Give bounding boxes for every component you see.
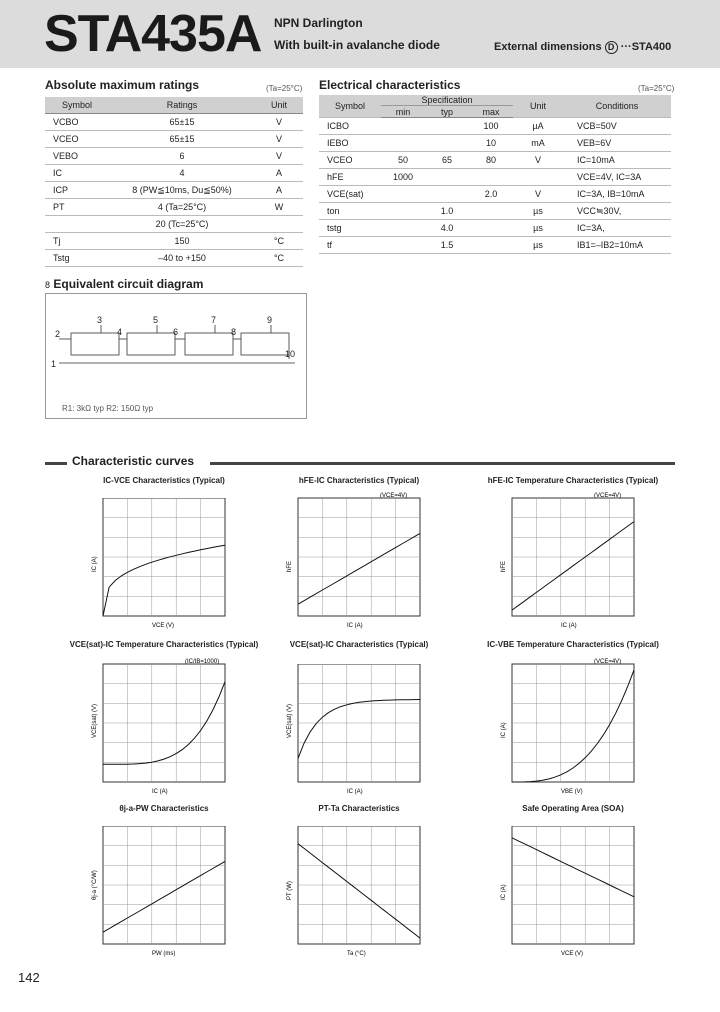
abs-cell: V <box>255 131 303 148</box>
elec-cell: 1.5 <box>425 237 469 254</box>
pin-6: 6 <box>173 327 179 337</box>
elec-table <box>319 95 671 254</box>
pin-10: 10 <box>285 349 296 359</box>
elec-head: Conditions <box>563 95 671 118</box>
elec-cell <box>425 135 469 152</box>
elec-cell: 1000 <box>381 169 425 186</box>
abs-cell: 4 <box>109 165 255 182</box>
abs-row <box>45 114 303 131</box>
circuit-diagram <box>45 293 305 403</box>
graph-xlabel: PW (ms) <box>152 951 176 957</box>
abs-row <box>45 148 303 165</box>
elec-cell: V <box>513 152 563 169</box>
abs-cell: –40 to +150 <box>109 250 255 267</box>
abs-cell: ICP <box>45 182 109 199</box>
graph-note: (VCE=4V) <box>380 493 408 499</box>
elec-row <box>319 169 671 186</box>
abs-row <box>45 182 303 199</box>
abs-title: Absolute maximum ratings <box>45 78 200 92</box>
device-feature: With built-in avalanche diode <box>274 38 440 52</box>
elec-cell: tstg <box>319 220 381 237</box>
graph-title: VCE(sat)-IC Temperature Characteristics (Typical) <box>69 640 259 649</box>
elec-row <box>319 237 671 254</box>
graph-note: (VCE=4V) <box>594 493 622 499</box>
graph-panel <box>498 826 650 964</box>
elec-cell: VCB=50V <box>563 118 671 135</box>
abs-cell: V <box>255 114 303 131</box>
elec-cell: 1.0 <box>425 203 469 220</box>
abs-cell: °C <box>255 250 303 267</box>
elec-cell <box>381 203 425 220</box>
graph-ylabel: hFE <box>287 560 293 572</box>
graph-xlabel: VBE (V) <box>561 789 583 795</box>
elec-cell: hFE <box>319 169 381 186</box>
elec-row <box>319 220 671 237</box>
graph-title: θj-a-PW Characteristics <box>119 804 209 813</box>
elec-cell <box>381 135 425 152</box>
graph-xlabel: VCE (V) <box>561 951 584 957</box>
abs-head: Ratings <box>109 97 255 114</box>
elec-cell: µs <box>513 237 563 254</box>
elec-cell: µs <box>513 220 563 237</box>
elec-cell: IC=10mA <box>563 152 671 169</box>
abs-cell: 65±15 <box>109 131 255 148</box>
elec-cell <box>513 169 563 186</box>
elec-cell: 4.0 <box>425 220 469 237</box>
abs-cell: 20 (Tc=25°C) <box>109 216 255 233</box>
elec-cell: IB1=–IB2=10mA <box>563 237 671 254</box>
elec-title: Electrical characteristics <box>319 78 461 92</box>
graph-curve <box>103 545 225 616</box>
circuit-title-text: Equivalent circuit diagram <box>53 277 204 291</box>
elec-cell: VEB=6V <box>563 135 671 152</box>
elec-cell <box>381 237 425 254</box>
elec-subhead: max <box>469 106 513 118</box>
curves-bar-right <box>210 462 675 465</box>
graph-panel <box>89 826 241 964</box>
elec-cell <box>381 118 425 135</box>
abs-cell: W <box>255 199 303 216</box>
elec-cell: tf <box>319 237 381 254</box>
graph-ylabel: hFE <box>501 560 507 572</box>
graph-panel <box>89 659 241 802</box>
graph-panel <box>89 498 241 636</box>
graph-panel <box>498 493 650 636</box>
elec-head: Specification <box>381 95 513 106</box>
elec-cell: µA <box>513 118 563 135</box>
circuit-note: R1: 3kΩ typ R2: 150Ω typ <box>62 404 154 413</box>
abs-head: Unit <box>255 97 303 114</box>
graph-ylabel: PT (W) <box>287 881 293 900</box>
part-number: STA435A <box>44 5 262 63</box>
graph-ylabel: θj-a (°C/W) <box>92 870 98 900</box>
graph-title: IC-VBE Temperature Characteristics (Typical) <box>487 640 659 649</box>
graph-note: (VCE=4V) <box>594 659 622 665</box>
ext-label: External dimensions <box>494 41 602 53</box>
elec-cell: IC=3A, IB=10mA <box>563 186 671 203</box>
elec-cell: 100 <box>469 118 513 135</box>
abs-cell: VCEO <box>45 131 109 148</box>
graph-xlabel: VCE (V) <box>152 623 175 629</box>
elec-row <box>319 186 671 203</box>
abs-table <box>45 97 303 267</box>
ext-circle: D <box>605 41 618 54</box>
pin-9: 9 <box>267 315 273 325</box>
elec-cell: VCEO <box>319 152 381 169</box>
abs-cell: A <box>255 182 303 199</box>
graph-xlabel: IC (A) <box>152 789 168 795</box>
elec-cell: VCE(sat) <box>319 186 381 203</box>
abs-cell: 8 (PW≦10ms, Du≦50%) <box>109 182 255 199</box>
elec-cell: VCE=4V, IC=3A <box>563 169 671 186</box>
abs-cell: 6 <box>109 148 255 165</box>
circuit-title <box>45 277 203 291</box>
elec-cell <box>469 220 513 237</box>
graph-curve <box>103 861 225 932</box>
elec-cell: V <box>513 186 563 203</box>
pin-1: 1 <box>51 359 57 369</box>
curves-bar-left <box>45 462 67 465</box>
elec-subhead: min <box>381 106 425 118</box>
graph-xlabel: IC (A) <box>347 623 363 629</box>
abs-cell <box>45 216 109 233</box>
elec-cell <box>469 237 513 254</box>
elec-cell <box>425 186 469 203</box>
elec-cell <box>381 220 425 237</box>
elec-cell <box>469 203 513 220</box>
abs-cell <box>255 216 303 233</box>
elec-row <box>319 152 671 169</box>
graph-xlabel: Ta (°C) <box>347 951 366 957</box>
elec-cell: IC=3A, <box>563 220 671 237</box>
graph-ylabel: IC (A) <box>92 556 98 572</box>
graph-title: hFE-IC Characteristics (Typical) <box>298 476 420 485</box>
pin-3: 3 <box>97 315 103 325</box>
elec-cell: 2.0 <box>469 186 513 203</box>
abs-cell: 150 <box>109 233 255 250</box>
elec-cell <box>425 169 469 186</box>
abs-cell: Tstg <box>45 250 109 267</box>
elec-cond: (Ta=25°C) <box>638 84 675 93</box>
graph-xlabel: IC (A) <box>561 623 577 629</box>
abs-cell: Tj <box>45 233 109 250</box>
graph-ylabel: VCE(sat) (V) <box>287 703 293 738</box>
graph-panel <box>284 493 436 636</box>
pin-4: 4 <box>117 327 123 337</box>
elec-row <box>319 135 671 152</box>
graph-curve <box>512 670 634 782</box>
abs-row <box>45 165 303 182</box>
graph-title: PT-Ta Characteristics <box>318 804 400 813</box>
graph-panel <box>284 826 436 964</box>
abs-row <box>45 250 303 267</box>
graph-title: IC-VCE Characteristics (Typical) <box>103 476 225 485</box>
elec-row <box>319 203 671 220</box>
pin-2: 2 <box>55 329 61 339</box>
abs-cell: PT <box>45 199 109 216</box>
abs-cell: VCBO <box>45 114 109 131</box>
graph-ylabel: VCE(sat) (V) <box>92 703 98 738</box>
abs-row <box>45 216 303 233</box>
graph-curve <box>298 700 420 759</box>
elec-cell: mA <box>513 135 563 152</box>
elec-cell <box>469 169 513 186</box>
abs-cell: A <box>255 165 303 182</box>
elec-row <box>319 118 671 135</box>
abs-cell: 65±15 <box>109 114 255 131</box>
abs-row <box>45 233 303 250</box>
abs-row <box>45 131 303 148</box>
elec-cell: ICBO <box>319 118 381 135</box>
external-dimensions <box>494 41 671 54</box>
graph-title: VCE(sat)-IC Characteristics (Typical) <box>289 640 429 649</box>
circuit-num: 8 <box>45 280 51 290</box>
elec-cell: 50 <box>381 152 425 169</box>
graph-note: (IC/IB=1000) <box>185 659 220 665</box>
elec-cell <box>425 118 469 135</box>
graph-panel <box>284 664 436 802</box>
curves-title: Characteristic curves <box>72 454 195 468</box>
elec-head: Symbol <box>319 95 381 118</box>
graph-xlabel: IC (A) <box>347 789 363 795</box>
abs-cond: (Ta=25°C) <box>266 84 303 93</box>
elec-head: Unit <box>513 95 563 118</box>
elec-cell: 80 <box>469 152 513 169</box>
abs-cell: V <box>255 148 303 165</box>
elec-cell: µs <box>513 203 563 220</box>
ext-ref: ···STA400 <box>620 41 672 53</box>
graph-curve <box>512 522 634 611</box>
elec-cell: ton <box>319 203 381 220</box>
page-number: 142 <box>18 970 40 985</box>
elec-cell: 10 <box>469 135 513 152</box>
graph-curve <box>298 533 420 604</box>
pin-5: 5 <box>153 315 159 325</box>
pin-8: 8 <box>231 327 237 337</box>
elec-subhead: typ <box>425 106 469 118</box>
elec-cell: 65 <box>425 152 469 169</box>
abs-cell: 4 (Ta=25°C) <box>109 199 255 216</box>
device-type: NPN Darlington <box>274 16 363 30</box>
elec-cell: VCC≒30V, <box>563 203 671 220</box>
pin-7: 7 <box>211 315 217 325</box>
abs-cell: °C <box>255 233 303 250</box>
abs-cell: IC <box>45 165 109 182</box>
abs-head: Symbol <box>45 97 109 114</box>
graph-ylabel: IC (A) <box>501 722 507 738</box>
graph-panel <box>498 659 650 802</box>
abs-row <box>45 199 303 216</box>
graph-title: Safe Operating Area (SOA) <box>522 804 624 813</box>
graph-curve <box>298 844 420 938</box>
abs-cell: VEBO <box>45 148 109 165</box>
graph-ylabel: IC (A) <box>501 884 507 900</box>
elec-cell: IEBO <box>319 135 381 152</box>
elec-cell <box>381 186 425 203</box>
graph-curve <box>512 838 634 897</box>
graph-title: hFE-IC Temperature Characteristics (Typical) <box>487 476 659 485</box>
